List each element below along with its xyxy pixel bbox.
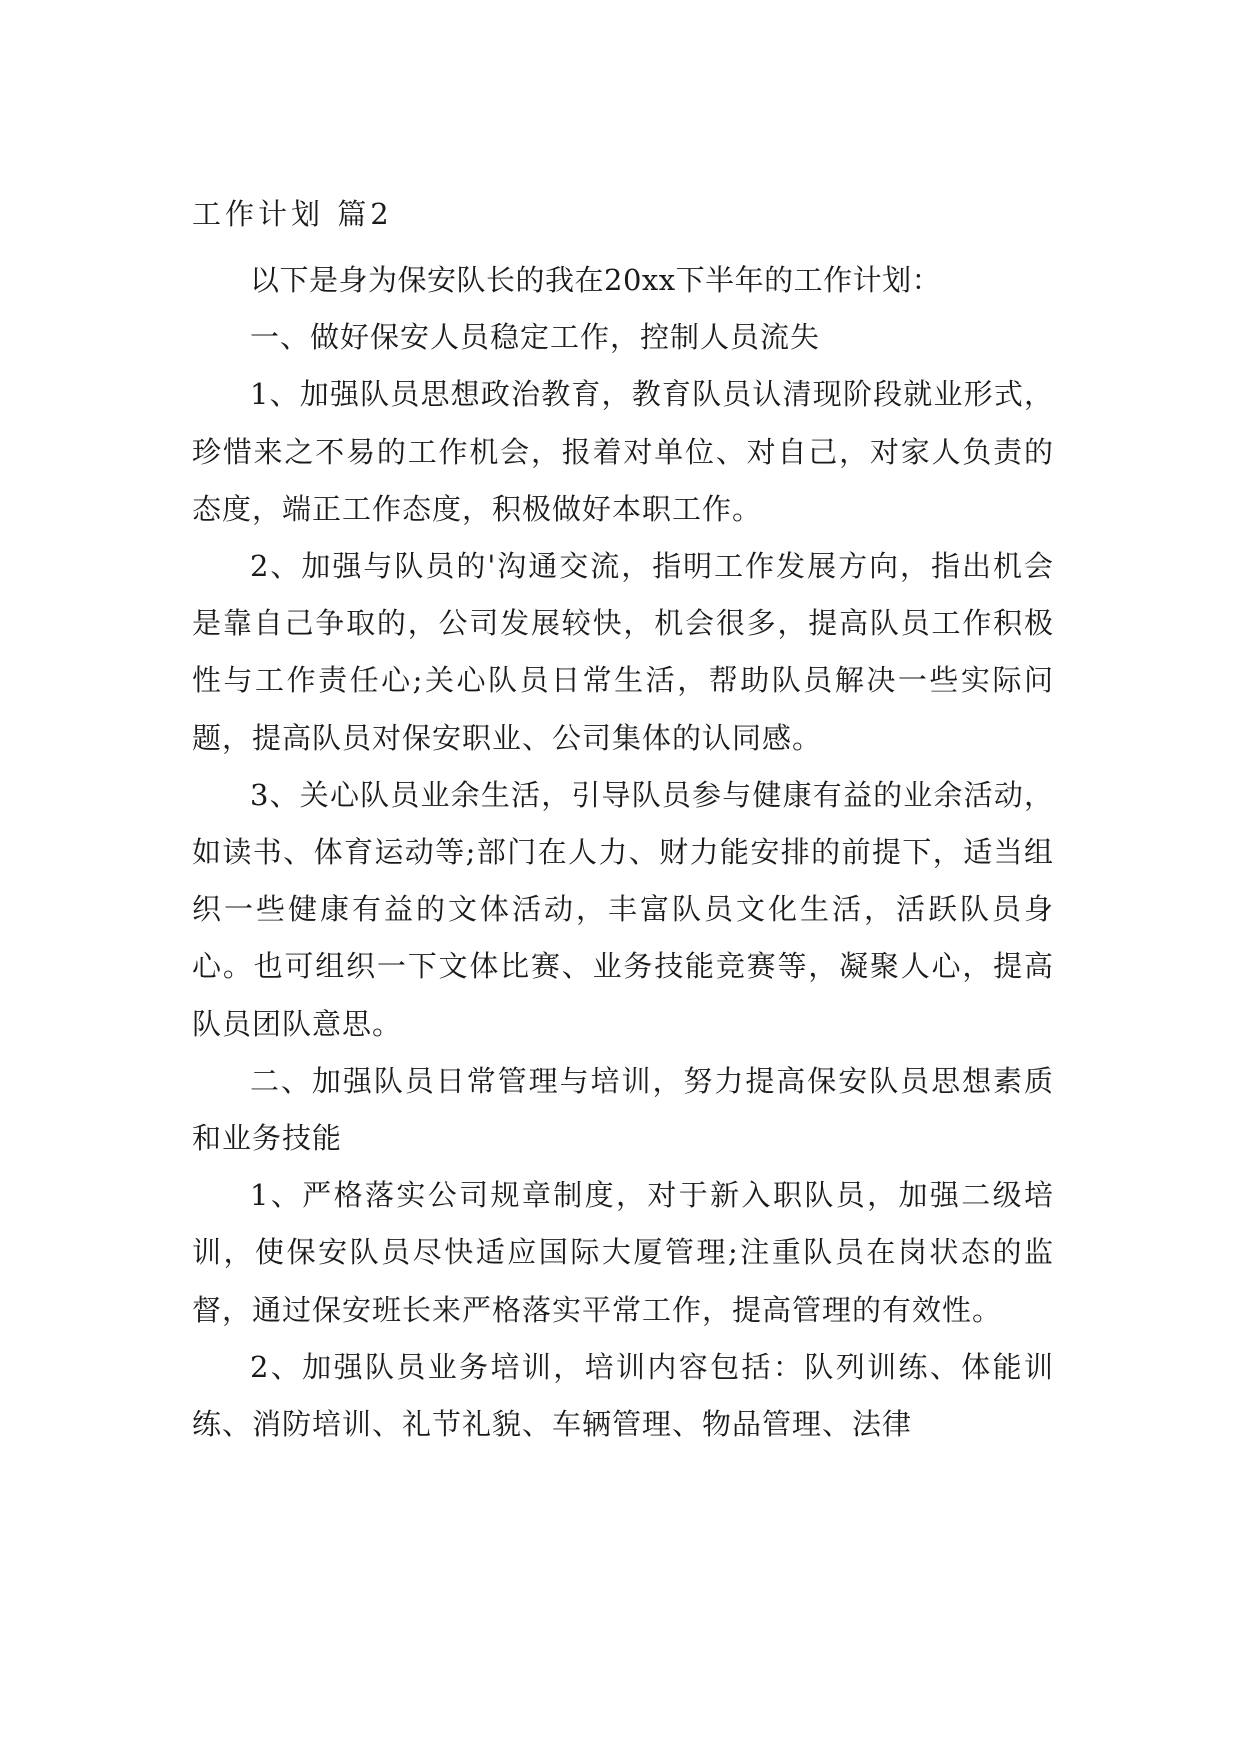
section-1-item-3: 3、关心队员业余生活，引导队员参与健康有益的业余活动，如读书、体育运动等;部门在人力、财力能安排的前提下，适当组织一些健康有益的文体活动，丰富队员文化生活，活跃队员身心。也可组织一下文体比赛、业务技能竞赛等，凝聚人心，提高队员团队意思。 [192, 777, 1054, 1041]
section-1-item-1: 1、加强队员思想政治教育，教育队员认清现阶段就业形式，珍惜来之不易的工作机会，报着对单位、对自己，对家人负责的态度，端正工作态度，积极做好本职工作。 [192, 377, 1054, 526]
intro-paragraph: 以下是身为保安队长的我在20xx下半年的工作计划： [250, 263, 942, 297]
section-1-item-2: 2、加强与队员的'沟通交流，指明工作发展方向，指出机会是靠自己争取的，公司发展较快，机会很多，提高队员工作积极性与工作责任心;关心队员日常生活，帮助队员解决一些实际问题，提高队员对保安职业、公司集体的认同感。 [192, 549, 1054, 755]
document-title: 工作计划 篇2 [192, 197, 393, 231]
section-heading-2: 二、加强队员日常管理与培训，努力提高保安队员思想素质和业务技能 [192, 1063, 1054, 1156]
section-heading-1: 一、做好保安人员稳定工作，控制人员流失 [250, 320, 821, 355]
document-body [192, 192, 1054, 1453]
section-2-item-2: 2、加强队员业务培训，培训内容包括：队列训练、体能训练、消防培训、礼节礼貌、车辆管理、物品管理、法律 [192, 1349, 1054, 1442]
section-2-item-1: 1、严格落实公司规章制度，对于新入职队员，加强二级培训，使保安队员尽快适应国际大厦管理;注重队员在岗状态的监督，通过保安班长来严格落实平常工作，提高管理的有效性。 [192, 1178, 1054, 1327]
